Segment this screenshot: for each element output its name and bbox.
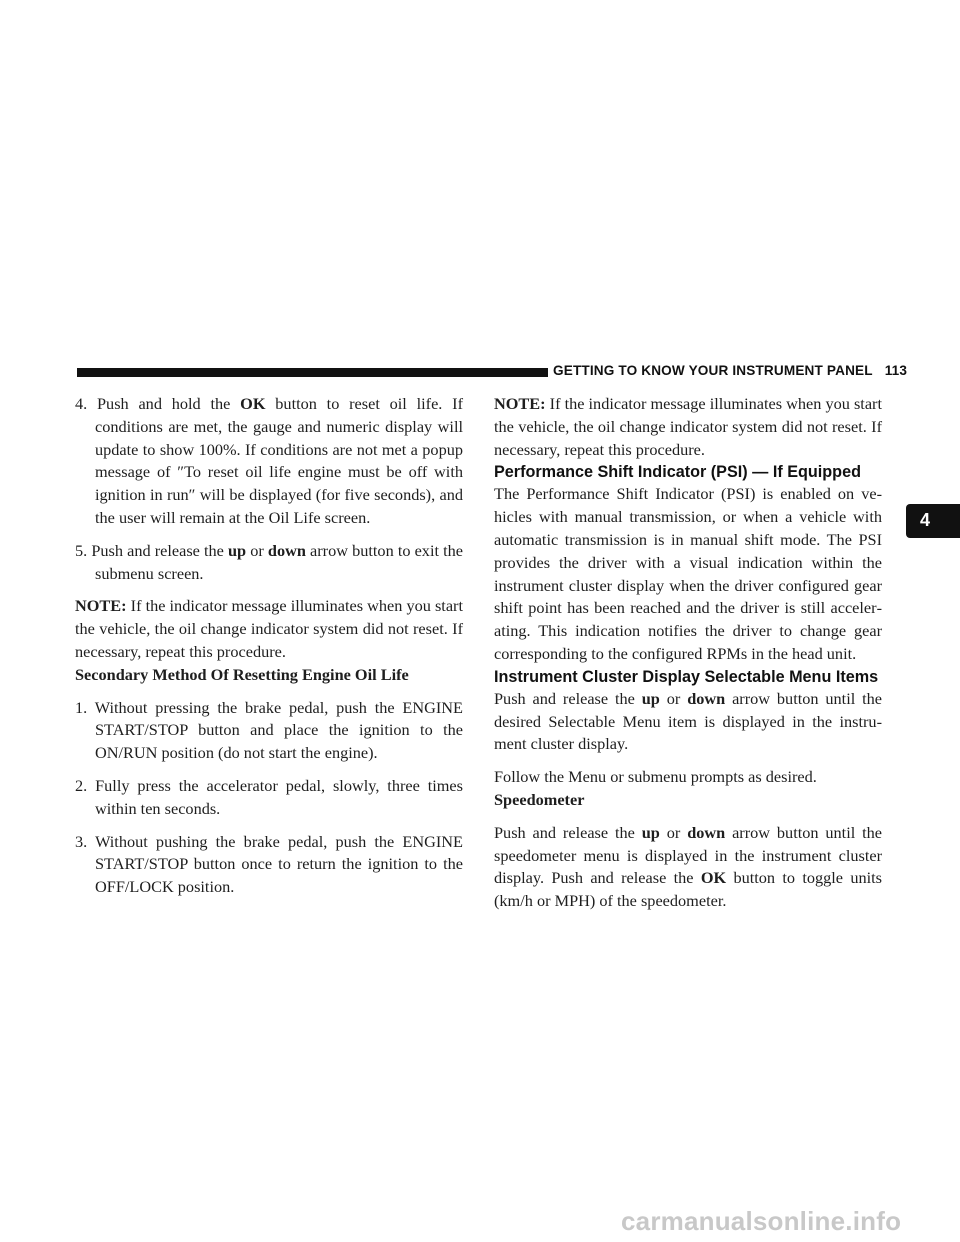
header-rule [77, 368, 548, 377]
step-4: 4. Push and hold the OK button to reset oil life. If conditions are met, the gauge and numeric display will update to show 100%. If conditions are not met a popup message of ″To reset oil life engine must be off with ignition in run″ will be displayed (for five seconds), and the user will remain at the Oil Life screen. [75, 394, 464, 527]
page-number: 113 [884, 363, 908, 378]
section-title: GETTING TO KNOW YOUR INSTRUMENT PANEL [553, 363, 873, 378]
speedometer-paragraph: Push and release the up or down arrow button until the speedometer menu is displayed in the instrument cluster display. Push and release the OK button to toggle units (km/h or MPH) of the speedometer. [494, 822, 883, 911]
secondary-step-3: 3. Without pushing the brake pedal, push the ENGINE START/STOP button once to return the ignition to the OFF/LOCK position. [75, 831, 463, 897]
follow-prompts-paragraph: Follow the Menu or submenu prompts as desired. [494, 767, 817, 787]
secondary-step-1: 1. Without pressing the brake pedal, push the ENGINE START/STOP button and place the ignition to the ON/RUN position (do not start the engine). [75, 697, 463, 763]
secondary-method-heading: Secondary Method Of Resetting Engine Oil Life [75, 664, 409, 684]
left-column [75, 393, 463, 899]
note-label: NOTE: [494, 394, 546, 413]
menu-items-heading: Instrument Cluster Display Selectable Menu Items [494, 667, 879, 686]
menu-items-paragraph: Push and release the up or down arrow button until the desired Selectable Menu item is displayed in the instrument cluster display. [494, 688, 883, 754]
speedometer-heading: Speedometer [494, 789, 585, 809]
chapter-tab [906, 504, 960, 538]
chapter-tab-number: 4 [920, 510, 931, 530]
right-column [494, 393, 882, 913]
running-header [553, 363, 907, 378]
secondary-step-2: 2. Fully press the accelerator pedal, slowly, three times within ten seconds. [75, 775, 463, 818]
note-label: NOTE: [75, 596, 127, 616]
psi-paragraph: The Performance Shift Indicator (PSI) is enabled on vehicles with manual transmission, or when a vehicle with automatic transmission is in manual shift mode. The PSI provides the driver with a visual indication within the instrument cluster display when the driver configured gear shift point has been reached and the driver is still accelerating. This indication notifies the driver to change gear corresponding to the configured RPMs in the head unit. [494, 484, 882, 663]
ok-button-label: OK [240, 394, 266, 413]
note: NOTE: If the indicator message illuminates when you start the vehicle, the oil change indicator system did not reset. If necessary, repeat this procedure. [75, 596, 463, 661]
psi-heading: Performance Shift Indicator (PSI) — If Equipped [494, 463, 861, 482]
step-5: 5. Push and release the up or down arrow button to exit the submenu screen. [75, 540, 463, 583]
note: NOTE: If the indicator message illuminates when you start the vehicle, the oil change indicator system did not reset. If necessary, repeat this procedure. [494, 394, 882, 459]
watermark: carmanualsonline.info [621, 1206, 902, 1236]
